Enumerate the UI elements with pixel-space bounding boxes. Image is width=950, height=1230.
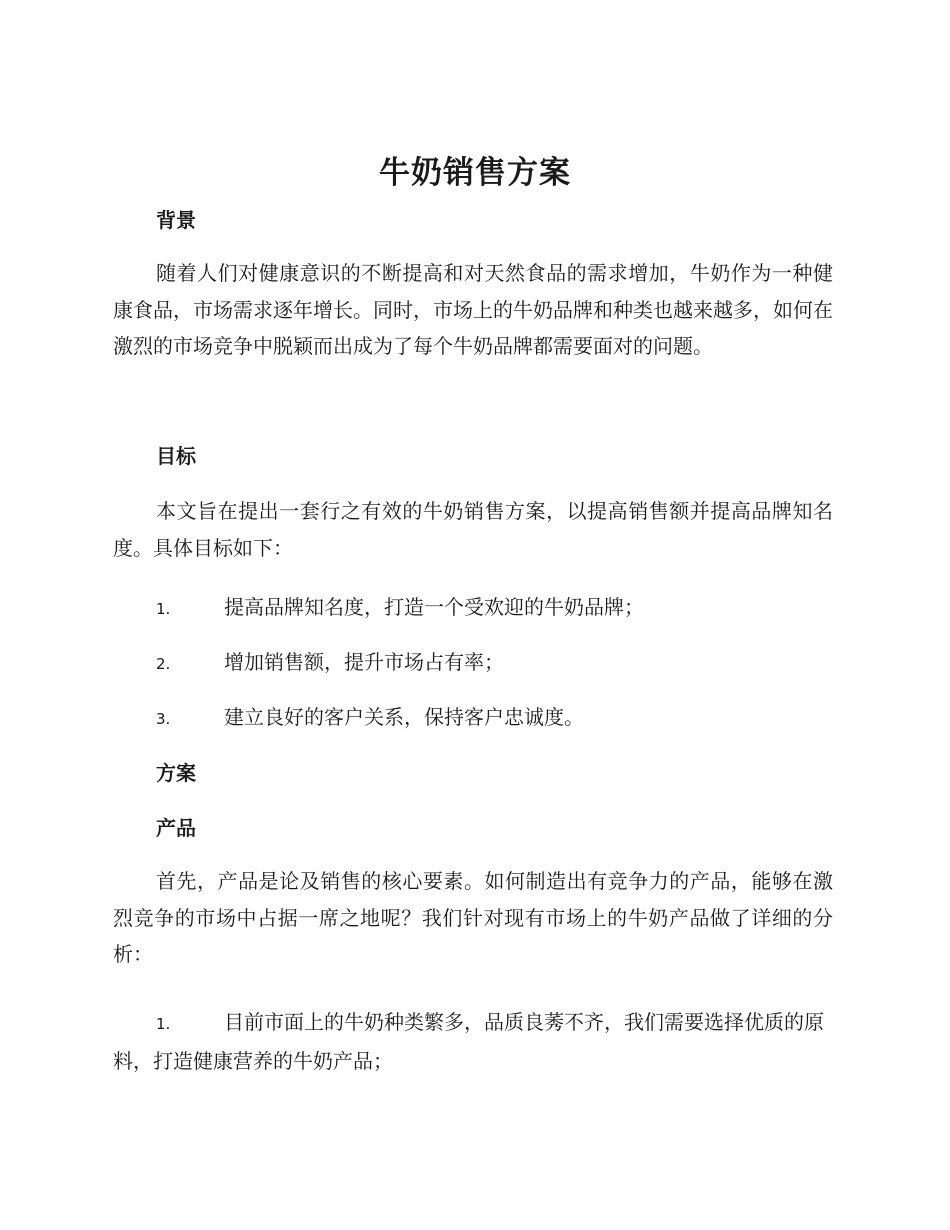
list-number: 1. [156,600,171,618]
section-heading-goals: 目标 [156,444,196,468]
goals-list-item [113,644,833,683]
goals-list-item [113,699,833,738]
section-heading-background: 背景 [156,208,196,232]
product-list-item [113,1004,833,1079]
list-text: 建立良好的客户关系，保持客户忠诚度。 [224,705,584,729]
section-heading-plan: 方案 [156,761,196,785]
list-text: 目前市面上的牛奶种类繁多，品质良莠不齐，我们需要选择优质的原料，打造健康营养的牛奶产品； [113,1010,824,1073]
document-title: 牛奶销售方案 [379,155,571,191]
section-heading-product: 产品 [156,816,196,840]
list-number: 1. [156,1015,171,1033]
goals-paragraph: 本文旨在提出一套行之有效的牛奶销售方案，以提高销售额并提高品牌知名度。具体目标如下： [113,499,833,560]
product-paragraph: 首先，产品是论及销售的核心要素。如何制造出有竞争力的产品，能够在激烈竞争的市场中占据一席之地呢？我们针对现有市场上的牛奶产品做了详细的分析： [113,869,833,966]
list-number: 3. [156,710,171,728]
list-text: 增加销售额，提升市场占有率； [224,650,504,674]
goals-list-item [113,589,833,628]
list-number: 2. [156,655,171,673]
list-text: 提高品牌知名度，打造一个受欢迎的牛奶品牌； [224,595,644,619]
background-paragraph: 随着人们对健康意识的不断提高和对天然食品的需求增加，牛奶作为一种健康食品，市场需求逐年增长。同时，市场上的牛奶品牌和种类也越来越多，如何在激烈的市场竞争中脱颖而出成为了每个牛奶品牌都需要面对的问题。 [113,261,833,358]
